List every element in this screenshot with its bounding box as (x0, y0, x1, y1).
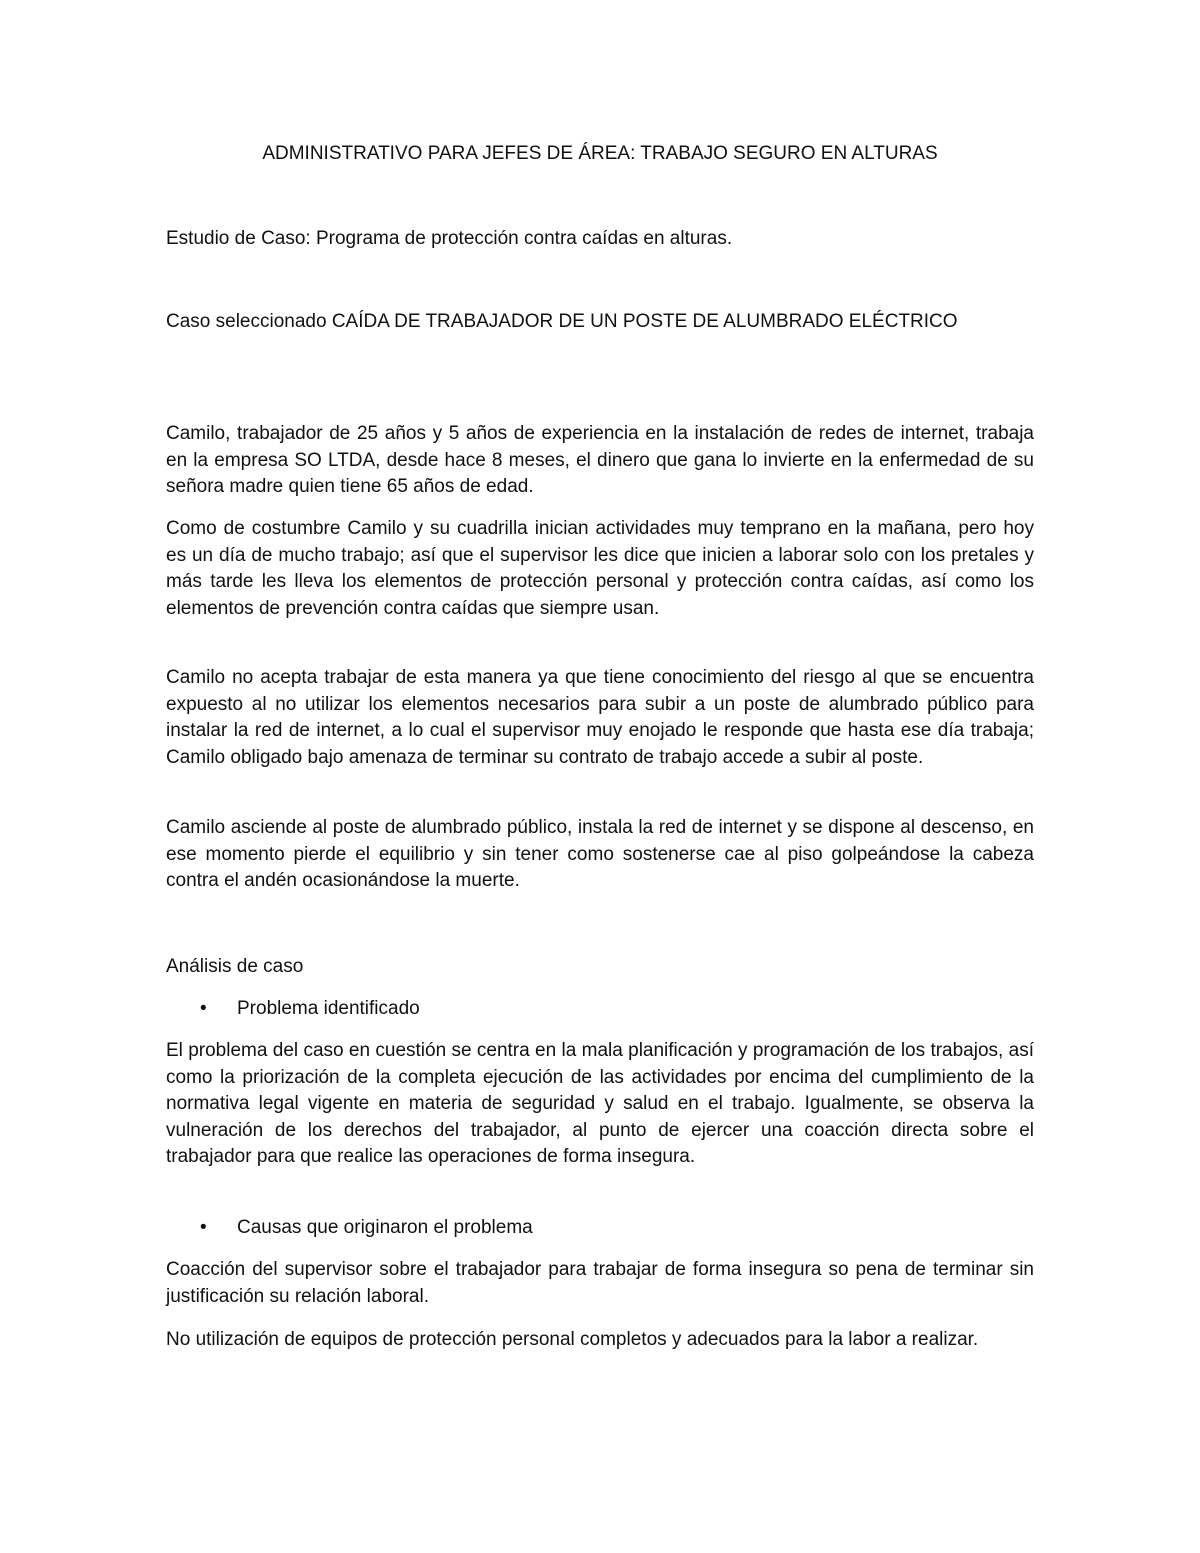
study-case-line: Estudio de Caso: Programa de protección contra caídas en alturas. (166, 228, 733, 249)
paragraph-3: Camilo no acepta trabajar de esta manera ya que tiene conocimiento del riesgo al que se encuentra expuesto al no utilizar los elementos necesarios para subir a un poste de alumbrado público para instalar la red de internet, a lo cual el supervisor muy enojado le responde que hasta ese día trabaja; Camilo obligado bajo amenaza de terminar su contrato de trabajo accede a subir al poste. (166, 667, 1034, 768)
document-title: ADMINISTRATIVO PARA JEFES DE ÁREA: TRABAJO SEGURO EN ALTURAS (262, 143, 938, 164)
bullet-causes-label: Causas que originaron el problema (237, 1217, 533, 1238)
bullet-problem-label: Problema identificado (237, 998, 420, 1019)
problem-paragraph: El problema del caso en cuestión se centra en la mala planificación y programación de los trabajos, así como la priorización de la completa ejecución de las actividades por encima del cumplimiento de la normativa legal vigente en materia de seguridad y salud en el trabajo. Igualmente, se observa la vulneración de los derechos del trabajador, al punto de ejercer una coacción directa sobre el trabajador para que realice las operaciones de forma insegura. (166, 1040, 1034, 1167)
cause-paragraph-1: Coacción del supervisor sobre el trabajador para trabajar de forma insegura so pena de terminar sin justificación su relación laboral. (166, 1259, 1034, 1307)
bullet-dot: • (200, 1217, 207, 1238)
paragraph-2: Como de costumbre Camilo y su cuadrilla inician actividades muy temprano en la mañana, pero hoy es un día de mucho trabajo; así que el supervisor les dice que inicien a laborar solo con los pretales y más tarde les lleva los elementos de protección personal y protección contra caídas, así como los elementos de prevención contra caídas que siempre usan. (166, 518, 1034, 619)
selected-case-line: Caso seleccionado CAÍDA DE TRABAJADOR DE UN POSTE DE ALUMBRADO ELÉCTRICO (166, 311, 958, 332)
cause-paragraph-2: No utilización de equipos de protección personal completos y adecuados para la labor a realizar. (166, 1329, 979, 1350)
bullet-dot: • (200, 998, 207, 1019)
paragraph-1: Camilo, trabajador de 25 años y 5 años de experiencia en la instalación de redes de internet, trabaja en la empresa SO LTDA, desde hace 8 meses, el dinero que gana lo invierte en la enfermedad de su señora madre quien tiene 65 años de edad. (166, 423, 1034, 497)
analysis-heading: Análisis de caso (166, 956, 304, 977)
paragraph-4: Camilo asciende al poste de alumbrado público, instala la red de internet y se dispone al descenso, en ese momento pierde el equilibrio y sin tener como sostenerse cae al piso golpeándose la cabeza contra el andén ocasionándose la muerte. (166, 817, 1034, 891)
